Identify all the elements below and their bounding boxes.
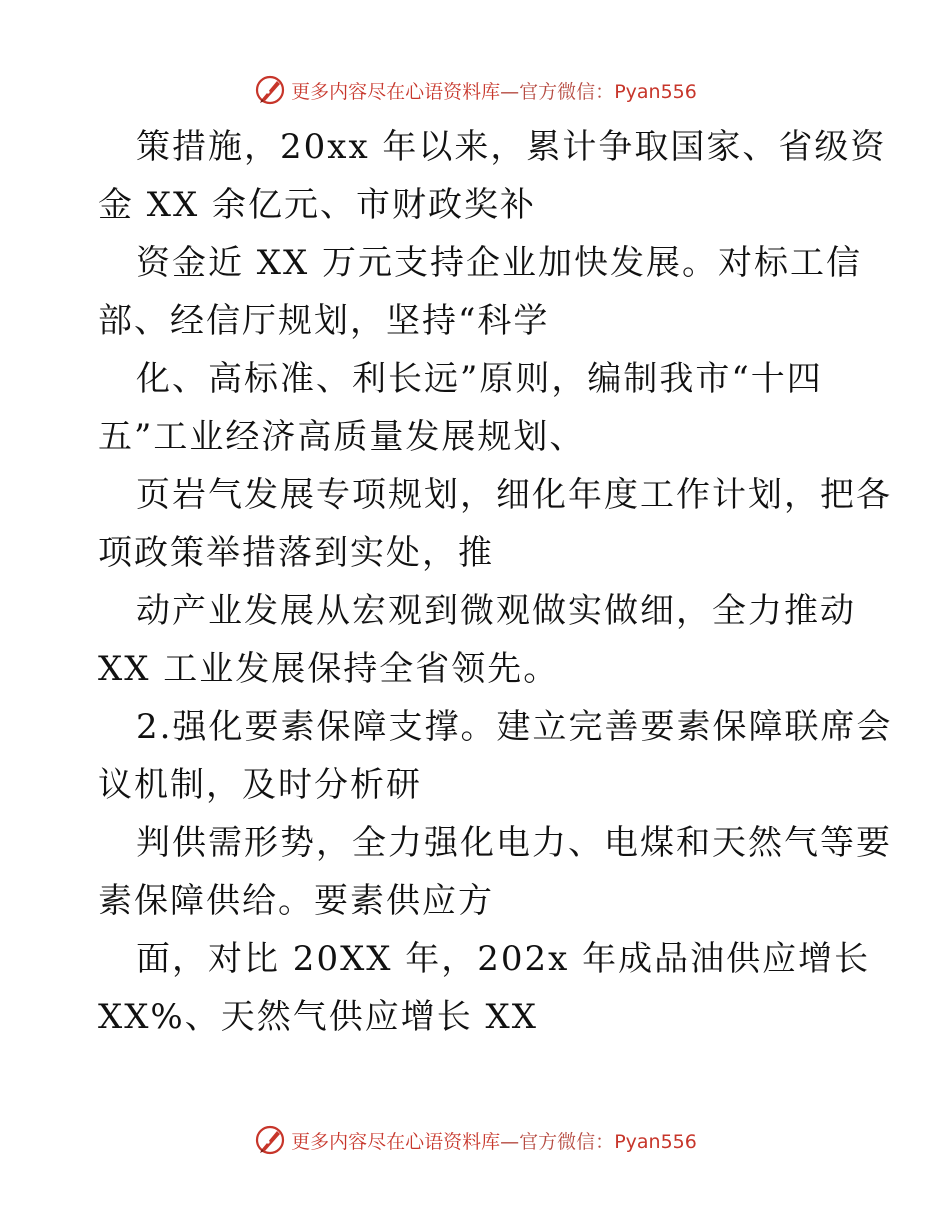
watermark-main-text: 更多内容尽在心语资料库 — [291, 1130, 501, 1153]
paragraph-line: 金 XX 余亿元、市财政奖补 — [98, 185, 537, 225]
paragraph-line: 化、高标准、利长远”原则，编制我市“十四 — [136, 359, 823, 399]
paragraph-line: 项政策举措落到实处，推 — [98, 533, 494, 573]
watermark-text — [291, 1127, 697, 1154]
paragraph-line: 策措施，20xx 年以来，累计争取国家、省级资 — [136, 127, 887, 167]
paragraph-line: XX%、天然气供应增长 XX — [98, 997, 538, 1037]
watermark-wechat-id: Pyan556 — [614, 80, 697, 103]
paragraph-line: 部、经信厅规划，坚持“科学 — [98, 301, 550, 341]
header-watermark — [0, 72, 950, 108]
paragraph-line: 素保障供给。要素供应方 — [98, 881, 494, 921]
paragraph-line: 议机制，及时分析研 — [98, 765, 422, 805]
paragraph-line: 页岩气发展专项规划，细化年度工作计划，把各 — [136, 475, 892, 515]
watermark-text — [291, 77, 697, 104]
watermark-wechat-id: Pyan556 — [614, 1130, 697, 1153]
quill-pen-logo-icon — [253, 1123, 287, 1157]
watermark-sub-text: —官方微信： — [500, 1130, 615, 1153]
watermark-main-text: 更多内容尽在心语资料库 — [291, 80, 501, 103]
paragraph-line: 面，对比 20XX 年，202x 年成品油供应增长 — [136, 939, 871, 979]
footer-watermark — [0, 1122, 950, 1158]
paragraph-line: 资金近 XX 万元支持企业加快发展。对标工信 — [136, 243, 863, 283]
paragraph-line: 五”工业经济高质量发展规划、 — [98, 417, 586, 457]
paragraph-line: 动产业发展从宏观到微观做实做细，全力推动 — [136, 591, 856, 631]
paragraph-line: XX 工业发展保持全省领先。 — [98, 649, 560, 689]
quill-pen-logo-icon — [253, 73, 287, 107]
document-body — [98, 118, 893, 1046]
watermark-sub-text: —官方微信： — [500, 80, 615, 103]
paragraph-line: 判供需形势，全力强化电力、电煤和天然气等要 — [136, 823, 892, 863]
paragraph-line: 2.强化要素保障支撑。建立完善要素保障联席会 — [136, 707, 893, 747]
